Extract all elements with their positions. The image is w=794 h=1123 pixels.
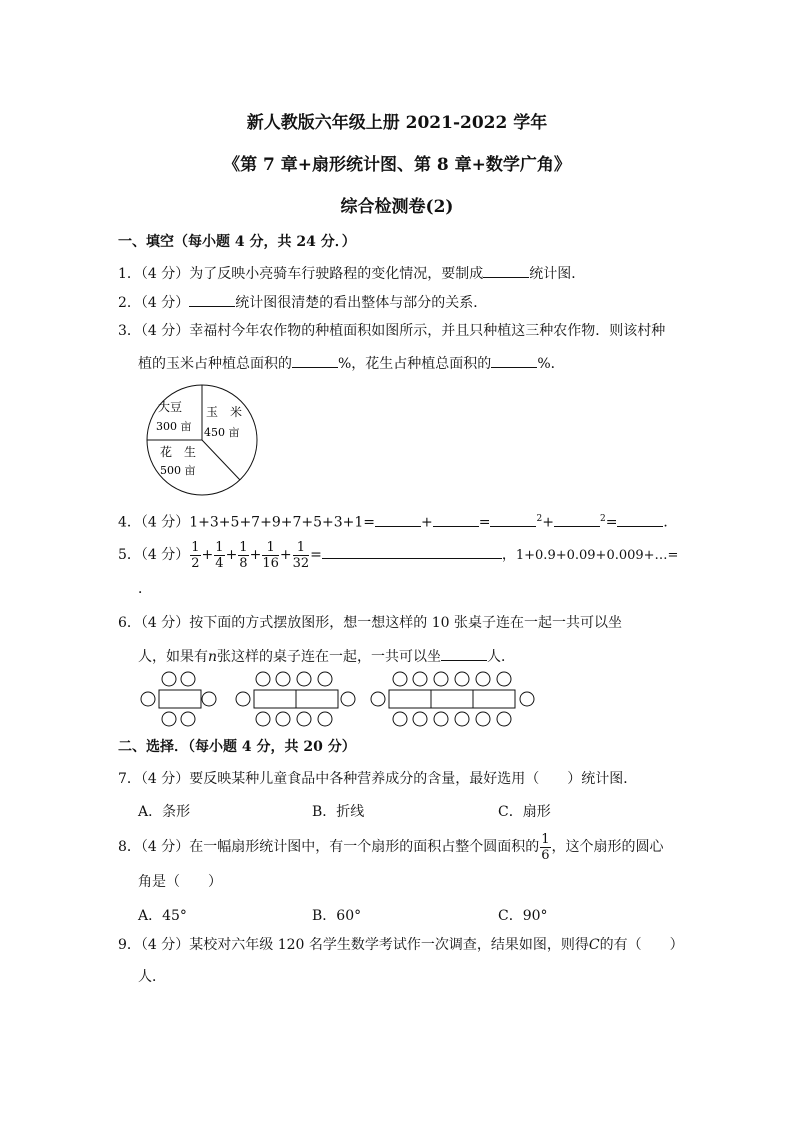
fraction-thirtysecond (293, 540, 310, 571)
frac-num: 1 (191, 539, 200, 555)
section-1-heading: 一、填空（每小题 4 分，共 24 分．） (118, 234, 356, 250)
frac-num: 1 (262, 540, 279, 556)
q4-square-2: 2 (599, 514, 606, 524)
question-8 (118, 830, 664, 864)
q5-plus-3: + (249, 547, 262, 563)
q1-blank[interactable] (483, 263, 529, 278)
q1-suffix: 统计图． (529, 266, 586, 282)
frac-den: 6 (541, 847, 550, 863)
section-2-heading: 二、选择．（每小题 4 分，共 20 分） (118, 739, 356, 755)
question-3-line-1: 3．（4 分）幸福村今年农作物的种植面积如图所示，并且只种植这三种农作物．则该村种 (118, 323, 666, 339)
crop-pie-chart (134, 384, 270, 500)
two-table-group (236, 672, 355, 726)
q3-text-a: 植的玉米占种植总面积的 (138, 356, 292, 372)
q5-plus-1: + (201, 547, 214, 563)
q9-c: C (588, 937, 600, 953)
q6-text-a: 人，如果有 (138, 649, 208, 665)
pie-label-peanut: 花 生 (160, 445, 197, 459)
q6-text-b: 张这样的桌子连在一起，一共可以坐 (217, 649, 442, 665)
q5-eq: = (310, 547, 322, 563)
fraction-quarter (214, 540, 224, 571)
q7-option-c[interactable]: C．扇形 (498, 804, 551, 820)
fraction-eighth (238, 540, 248, 571)
three-table-group (371, 672, 534, 726)
q8-option-a[interactable]: A．45° (138, 908, 187, 924)
q2-prefix: 2．（4 分） (118, 295, 190, 311)
question-3-line-2 (138, 353, 565, 373)
q4-blank-5[interactable] (617, 512, 663, 527)
pie-label-soy: 大豆 (158, 400, 183, 414)
q6-blank[interactable] (441, 646, 487, 661)
q7-option-b[interactable]: B．折线 (312, 804, 365, 820)
q3-text-c: %． (537, 356, 565, 372)
frac-num: 1 (293, 540, 310, 556)
one-table-group (141, 672, 216, 726)
pie-value-soy: 300 亩 (156, 420, 192, 433)
q4-blank-2[interactable] (433, 512, 479, 527)
q4-blank-4[interactable] (554, 512, 600, 527)
frac-den: 16 (262, 555, 279, 571)
q8-prefix: 8．（4 分）在一幅扇形统计图中，有一个扇形的面积占整个圆面积的 (118, 839, 540, 855)
q9-prefix: 9．（4 分）某校对六年级 120 名学生数学考试作一次调查，结果如图，则得 (118, 937, 589, 953)
fraction-one-sixth (540, 832, 550, 863)
title-line-1: 新人教版六年级上册 2021-2022 学年 (246, 113, 548, 133)
q2-blank[interactable] (189, 292, 235, 307)
q8-option-c[interactable]: C．90° (498, 908, 548, 924)
question-6-line-1: 6．（4 分）按下面的方式摆放图形，想一想这样的 10 张桌子连在一起一共可以坐 (118, 615, 622, 631)
q9-suffix: 的有（ ） (599, 937, 684, 953)
q4-blank-3[interactable] (490, 512, 536, 527)
q9-line-2: 人． (138, 969, 166, 985)
title-line-3: 综合检测卷(2) (340, 197, 454, 217)
pie-divider-lower-right (202, 440, 240, 480)
q8-suffix: ，这个扇形的圆心 (551, 839, 664, 855)
q6-n: n (208, 649, 218, 665)
q3-blank-peanut[interactable] (491, 353, 537, 368)
frac-den: 8 (239, 555, 248, 571)
q1-text: 1．（4 分）为了反映小亮骑车行驶路程的变化情况，要制成 (118, 266, 484, 282)
frac-den: 32 (292, 555, 310, 571)
title-line-2: 《第 7 章+扇形统计图、第 8 章+数学广角》 (223, 155, 571, 175)
q4-plus: + (421, 514, 433, 531)
question-4 (118, 510, 677, 532)
q5-prefix: 5．（4 分） (118, 547, 190, 563)
fraction-half (190, 540, 200, 571)
q5-end-dot: ． (138, 581, 152, 597)
question-7: 7．（4 分）要反映某种儿童食品中各种营养成分的含量，最好选用（ ）统计图． (118, 771, 638, 787)
q4-square-1: 2 (536, 514, 543, 524)
q4-eq-2: = (605, 514, 618, 531)
q3-text-b: %，花生占种植总面积的 (338, 356, 492, 372)
q5-plus-4: + (279, 547, 292, 563)
q5-comma: ， (501, 547, 516, 563)
q4-eq: = (478, 514, 491, 531)
q4-end: ． (663, 514, 678, 531)
frac-num: 1 (239, 539, 248, 555)
fraction-sixteenth (262, 540, 279, 571)
frac-den: 4 (215, 555, 224, 571)
pie-label-corn: 玉 米 (206, 405, 243, 419)
q4-blank-1[interactable] (375, 512, 421, 527)
question-6-line-2 (138, 646, 515, 666)
question-5 (118, 538, 678, 573)
q2-suffix: 统计图很清楚的看出整体与部分的关系． (235, 295, 488, 311)
q6-text-c: 人． (487, 649, 516, 665)
pie-value-peanut: 500 亩 (160, 464, 196, 477)
q3-blank-corn[interactable] (292, 353, 338, 368)
question-2 (118, 292, 487, 312)
table-arrangement-figure (138, 670, 538, 732)
q8-option-b[interactable]: B．60° (312, 908, 362, 924)
frac-num: 1 (215, 539, 224, 555)
q5-series: 1+0.9+0.09+0.009+…= (515, 548, 679, 563)
q7-option-a[interactable]: A．条形 (138, 804, 191, 820)
q4-prefix: 4．（4 分）1+3+5+7+9+7+5+3+1= (118, 514, 376, 531)
q5-blank-1[interactable] (322, 544, 502, 559)
question-1 (118, 263, 585, 283)
frac-num: 1 (541, 831, 550, 847)
q5-plus-2: + (225, 547, 238, 563)
q8-line-2: 角是（ ） (138, 874, 222, 890)
frac-den: 2 (191, 555, 200, 571)
question-9 (118, 936, 684, 954)
pie-value-corn: 450 亩 (204, 426, 240, 439)
q4-plus-2: + (542, 514, 554, 531)
